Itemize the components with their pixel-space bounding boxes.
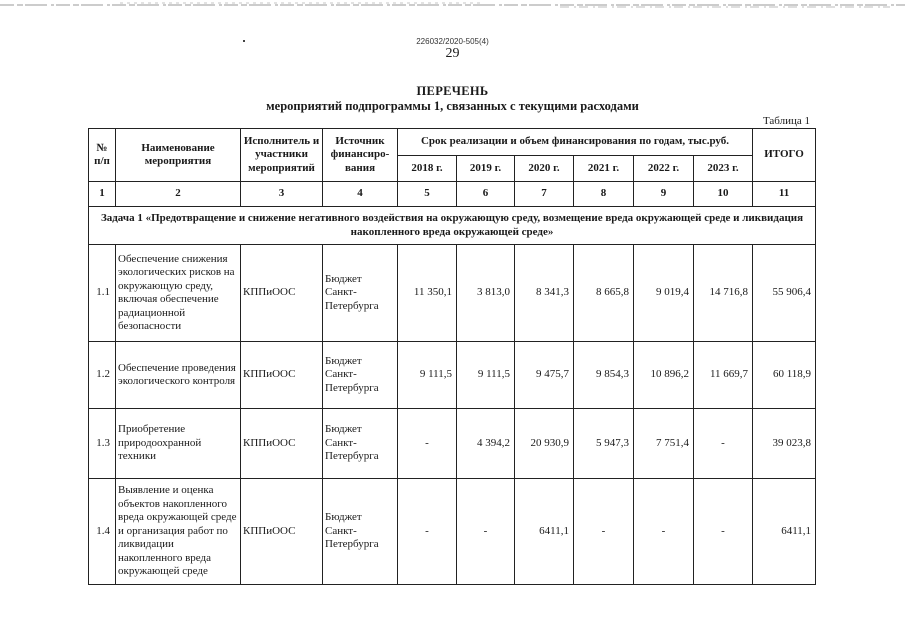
header-year: 2022 г. xyxy=(634,156,694,182)
header-source: Источник финансиро-вания xyxy=(323,129,398,182)
column-number: 1 xyxy=(89,182,116,207)
column-number-row xyxy=(89,182,816,207)
row-value: 20 930,9 xyxy=(515,409,574,479)
table-label: Таблица 1 xyxy=(762,115,810,127)
task-row xyxy=(89,207,816,245)
header-num: № п/п xyxy=(89,129,116,182)
row-value: 9 111,5 xyxy=(398,342,457,409)
column-number: 3 xyxy=(241,182,323,207)
header-name: Наименование мероприятия xyxy=(116,129,241,182)
table-row xyxy=(89,409,816,479)
document-code: 226032/2020-505(4) xyxy=(416,37,489,46)
page-number: 29 xyxy=(445,46,460,61)
row-value: 9 475,7 xyxy=(515,342,574,409)
row-value: 3 813,0 xyxy=(457,245,515,342)
row-number: 1.2 xyxy=(89,342,116,409)
header-executor: Исполнитель и участники мероприятий xyxy=(241,129,323,182)
row-value: 4 394,2 xyxy=(457,409,515,479)
row-source: Бюджет Санкт-Петербурга xyxy=(323,479,398,585)
activities-table xyxy=(88,128,816,585)
row-name: Приобретение природоохранной техники xyxy=(116,409,241,479)
row-name: Выявление и оценка объектов накопленного вреда окружающей среде и организация работ по ликвидации накопленного вреда окружающей среде xyxy=(116,479,241,585)
row-value: - xyxy=(694,409,753,479)
table-row xyxy=(89,245,816,342)
row-source: Бюджет Санкт-Петербурга xyxy=(323,409,398,479)
header-year: 2019 г. xyxy=(457,156,515,182)
row-value: - xyxy=(574,479,634,585)
header-period: Срок реализации и объем финансирования по годам, тыс.руб. xyxy=(398,129,753,156)
column-number: 10 xyxy=(694,182,753,207)
column-number: 4 xyxy=(323,182,398,207)
document-title: ПЕРЕЧЕНЬ xyxy=(416,84,489,98)
header-total: ИТОГО xyxy=(753,129,816,182)
row-source: Бюджет Санкт-Петербурга xyxy=(323,245,398,342)
table-row xyxy=(89,479,816,585)
row-executor: КППиООС xyxy=(241,479,323,585)
column-number: 7 xyxy=(515,182,574,207)
column-number: 11 xyxy=(753,182,816,207)
row-source: Бюджет Санкт-Петербурга xyxy=(323,342,398,409)
row-name: Обеспечение снижения экологических рисков на окружающую среду, включая обеспечение радиационной безопасности xyxy=(116,245,241,342)
header-year: 2021 г. xyxy=(574,156,634,182)
row-value: 11 350,1 xyxy=(398,245,457,342)
row-value: - xyxy=(694,479,753,585)
row-value: 8 341,3 xyxy=(515,245,574,342)
table-row xyxy=(89,342,816,409)
column-number: 9 xyxy=(634,182,694,207)
row-value: 14 716,8 xyxy=(694,245,753,342)
row-value: 9 111,5 xyxy=(457,342,515,409)
row-total: 60 118,9 xyxy=(753,342,816,409)
row-value: - xyxy=(398,409,457,479)
scan-artifact-strip xyxy=(0,0,905,10)
row-value: 10 896,2 xyxy=(634,342,694,409)
row-value: - xyxy=(398,479,457,585)
row-total: 55 906,4 xyxy=(753,245,816,342)
row-value: 9 019,4 xyxy=(634,245,694,342)
row-value: 5 947,3 xyxy=(574,409,634,479)
header-year: 2018 г. xyxy=(398,156,457,182)
row-executor: КППиООС xyxy=(241,245,323,342)
header-year: 2023 г. xyxy=(694,156,753,182)
row-executor: КППиООС xyxy=(241,409,323,479)
row-value: 11 669,7 xyxy=(694,342,753,409)
column-number: 8 xyxy=(574,182,634,207)
row-total: 6411,1 xyxy=(753,479,816,585)
column-number: 5 xyxy=(398,182,457,207)
header-year: 2020 г. xyxy=(515,156,574,182)
row-value: - xyxy=(457,479,515,585)
column-number: 6 xyxy=(457,182,515,207)
row-number: 1.1 xyxy=(89,245,116,342)
column-number: 2 xyxy=(116,182,241,207)
row-value: 9 854,3 xyxy=(574,342,634,409)
document-subtitle: мероприятий подпрограммы 1, связанных с текущими расходами xyxy=(266,99,639,113)
row-executor: КППиООС xyxy=(241,342,323,409)
header-row xyxy=(89,129,816,156)
scan-speck xyxy=(243,40,245,42)
row-total: 39 023,8 xyxy=(753,409,816,479)
row-value: 7 751,4 xyxy=(634,409,694,479)
row-number: 1.4 xyxy=(89,479,116,585)
row-value: - xyxy=(634,479,694,585)
row-number: 1.3 xyxy=(89,409,116,479)
row-value: 8 665,8 xyxy=(574,245,634,342)
row-name: Обеспечение проведения экологического контроля xyxy=(116,342,241,409)
row-value: 6411,1 xyxy=(515,479,574,585)
task-heading: Задача 1 «Предотвращение и снижение негативного воздействия на окружающую среду, возмещение вреда окружающей среде и ликвидация накопленного вреда окружающей среде» xyxy=(89,207,816,245)
